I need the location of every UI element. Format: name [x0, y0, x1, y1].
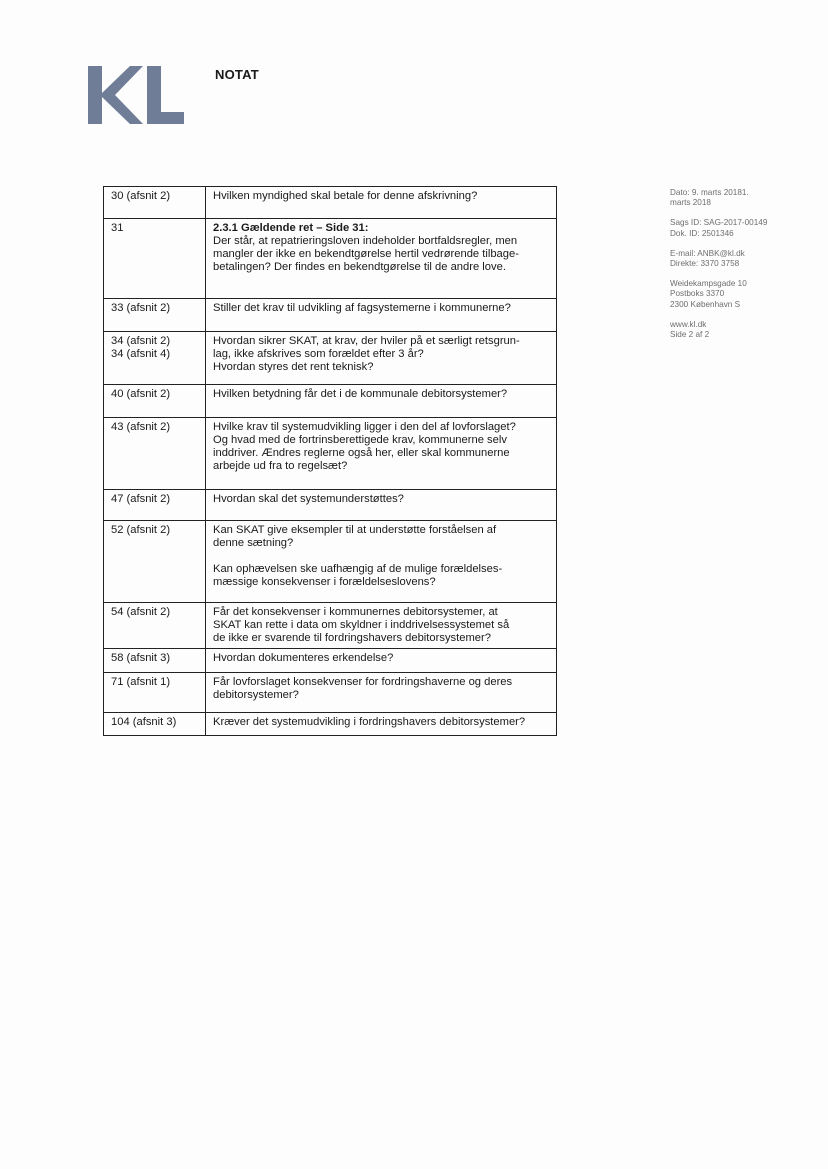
question-text-line: Får lovforslaget konsekvenser for fordringshaverne og deres	[213, 676, 513, 688]
question-cell	[206, 603, 557, 649]
meta-address-line: Weidekampsgade 10	[670, 279, 747, 289]
question-text-line: de ikke er svarende til fordringshavers debitorsystemer?	[213, 632, 491, 644]
question-text-line: Hvilken myndighed skal betale for denne afskrivning?	[213, 190, 478, 202]
meta-email[interactable]: E-mail: ANBK@kl.dk	[670, 248, 745, 258]
question-text-line: Hvordan sikrer SKAT, at krav, der hviler på et særligt retsgrun-	[213, 335, 520, 347]
meta-date: Dato: 9. marts 20181. marts 2018	[670, 188, 749, 208]
question-text-line: mangler der ikke en bekendtgørelse hertil vedrørende tilbage-	[213, 248, 519, 260]
question-cell	[206, 187, 557, 219]
question-text-line: inddriver. Ændres reglerne også her, eller skal kommunerne	[213, 447, 510, 459]
question-text-line: Får det konsekvenser i kommunernes debitorsystemer, at	[213, 606, 498, 618]
question-text-line: Kan SKAT give eksempler til at understøtte forståelsen af	[213, 524, 497, 536]
question-cell	[206, 385, 557, 418]
document-type-label: NOTAT	[215, 67, 259, 82]
section-reference-cell	[104, 332, 206, 385]
question-cell	[206, 649, 557, 673]
section-reference-cell	[104, 490, 206, 521]
question-cell	[206, 521, 557, 603]
table-row	[104, 649, 557, 673]
table-row	[104, 673, 557, 713]
section-reference: 104 (afsnit 3)	[111, 716, 177, 728]
table-row	[104, 521, 557, 603]
section-reference: 34 (afsnit 2)	[111, 335, 171, 347]
question-text-line: Hvilken betydning får det i de kommunale debitorsystemer?	[213, 388, 508, 400]
table-row	[104, 187, 557, 219]
section-reference: 40 (afsnit 2)	[111, 388, 171, 400]
table-row	[104, 299, 557, 332]
question-text-line: mæssige konsekvenser i forældelseslovens?	[213, 576, 436, 588]
question-cell	[206, 673, 557, 713]
question-cell	[206, 219, 557, 299]
section-reference-cell	[104, 713, 206, 736]
section-reference-cell	[104, 418, 206, 490]
section-reference-cell	[104, 603, 206, 649]
question-heading: 2.3.1 Gældende ret – Side 31:	[213, 222, 369, 234]
meta-website-link[interactable]: www.kl.dk	[670, 319, 707, 329]
table-row	[104, 385, 557, 418]
table-row	[104, 603, 557, 649]
table-row	[104, 490, 557, 521]
section-reference: 58 (afsnit 3)	[111, 652, 171, 664]
question-text-line: debitorsystemer?	[213, 689, 299, 701]
section-reference: 31	[111, 222, 124, 234]
table-row	[104, 219, 557, 299]
table-row	[104, 418, 557, 490]
question-text-line: betalingen? Der findes en bekendtgørelse til de andre love.	[213, 261, 506, 273]
section-reference: 43 (afsnit 2)	[111, 421, 171, 433]
question-text-line: arbejde ud fra to regelsæt?	[213, 460, 348, 472]
question-cell	[206, 299, 557, 332]
question-cell	[206, 332, 557, 385]
section-reference: 34 (afsnit 4)	[111, 348, 171, 360]
meta-page-number: Side 2 af 2	[670, 330, 710, 340]
meta-doc-id: Dok. ID: 2501346	[670, 228, 734, 238]
section-reference: 54 (afsnit 2)	[111, 606, 171, 618]
section-reference: 47 (afsnit 2)	[111, 493, 171, 505]
question-text-line: Hvordan styres det rent teknisk?	[213, 361, 374, 373]
document-meta-sidebar	[670, 188, 820, 350]
meta-direct-phone: Direkte: 3370 3758	[670, 259, 740, 269]
question-text-line: Og hvad med de fortrinsberettigede krav, kommunerne selv	[213, 434, 507, 446]
section-reference-cell	[104, 187, 206, 219]
question-cell	[206, 418, 557, 490]
paragraph-gap	[213, 550, 556, 563]
meta-case-id: Sags ID: SAG-2017-00149	[670, 218, 768, 228]
table-row	[104, 713, 557, 736]
table-row	[104, 332, 557, 385]
questions-table	[103, 186, 557, 736]
section-reference: 52 (afsnit 2)	[111, 524, 171, 536]
meta-address-line: 2300 København S	[670, 299, 741, 309]
section-reference-cell	[104, 649, 206, 673]
section-reference-cell	[104, 521, 206, 603]
section-reference-cell	[104, 385, 206, 418]
section-reference: 33 (afsnit 2)	[111, 302, 171, 314]
section-reference-cell	[104, 299, 206, 332]
question-text-line: Kan ophævelsen ske uafhængig af de mulige forældelses-	[213, 563, 503, 575]
question-text-line: Stiller det krav til udvikling af fagsystemerne i kommunerne?	[213, 302, 511, 314]
question-cell	[206, 713, 557, 736]
section-reference-cell	[104, 673, 206, 713]
section-reference-cell	[104, 219, 206, 299]
question-text-line: denne sætning?	[213, 537, 294, 549]
kl-logo	[88, 66, 184, 124]
question-text-line: SKAT kan rette i data om skyldner i inddrivelsessystemet så	[213, 619, 510, 631]
question-text-line: lag, ikke afskrives som forældet efter 3 år?	[213, 348, 424, 360]
question-text-line: Hvilke krav til systemudvikling ligger i den del af lovforslaget?	[213, 421, 516, 433]
section-reference: 71 (afsnit 1)	[111, 676, 171, 688]
question-cell	[206, 490, 557, 521]
question-text-line: Der står, at repatrieringsloven indeholder bortfaldsregler, men	[213, 235, 518, 247]
question-text-line: Kræver det systemudvikling i fordringshavers debitorsystemer?	[213, 716, 526, 728]
section-reference: 30 (afsnit 2)	[111, 190, 171, 202]
question-text-line: Hvordan dokumenteres erkendelse?	[213, 652, 394, 664]
meta-address-line: Postboks 3370	[670, 289, 725, 299]
question-text-line: Hvordan skal det systemunderstøttes?	[213, 493, 404, 505]
